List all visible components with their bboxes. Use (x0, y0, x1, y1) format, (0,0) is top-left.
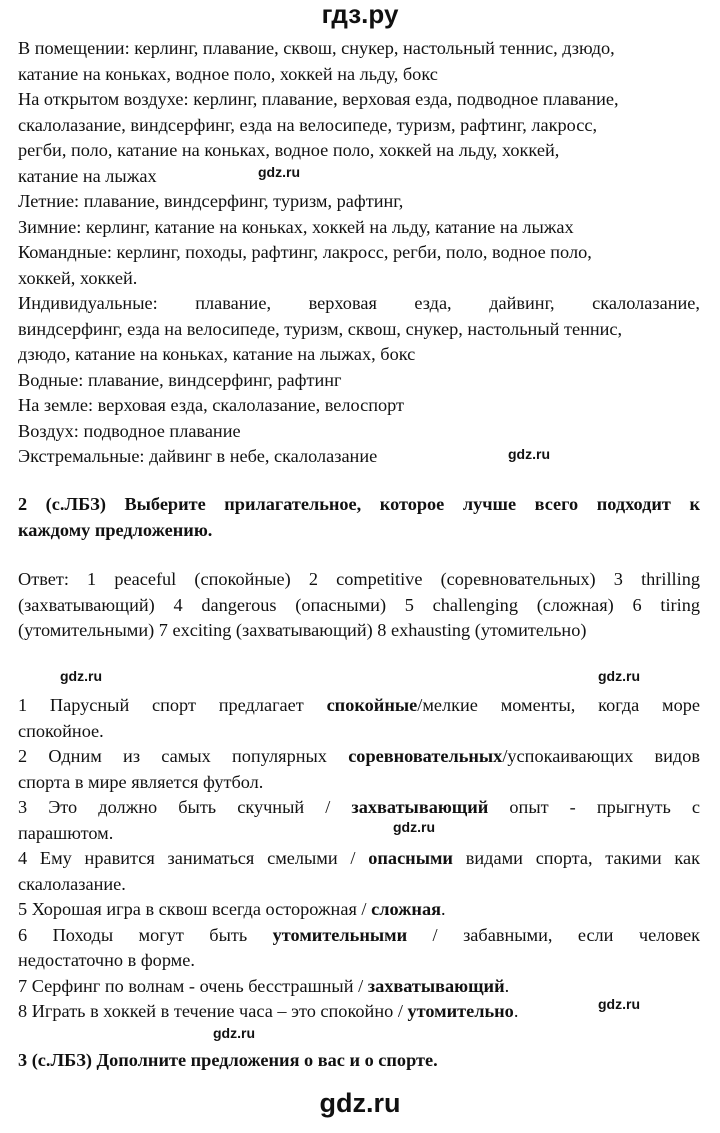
category-winter: Зимние: керлинг, катание на коньках, хоккей на льду, катание на лыжах (18, 216, 574, 237)
watermark: gdz.ru (258, 164, 300, 180)
watermark: gdz.ru (598, 668, 640, 684)
sentence-3-cont: парашютом. (18, 822, 114, 843)
category-air: Воздух: подводное плавание (18, 420, 241, 441)
exercise2-heading (18, 492, 700, 543)
category-outdoor-cont: катание на лыжах (18, 165, 157, 186)
answer-word: захватывающий (351, 797, 489, 817)
exercise2-sentences (18, 693, 700, 1025)
answer-line: (утомительными) 7 exciting (захватывающий) 8 exhausting (утомительно) (18, 620, 587, 640)
category-outdoor: На открытом воздухе: керлинг, плавание, верховая езда, подводное плавание, (18, 89, 619, 109)
sentence-6: 6 Походы могут быть утомительными / забавными, если человек (18, 924, 700, 945)
category-outdoor-cont: скалолазание, виндсерфинг, езда на велосипеде, туризм, рафтинг, лакросс, (18, 114, 598, 135)
watermark: gdz.ru (508, 446, 550, 462)
category-water: Водные: плавание, виндсерфинг, рафтинг (18, 369, 342, 390)
watermark: gdz.ru (598, 996, 640, 1012)
sentence-5: 5 Хорошая игра в сквош всегда осторожная / сложная. (18, 899, 446, 919)
site-footer[interactable]: gdz.ru (319, 1088, 401, 1118)
category-extreme: Экстремальные: дайвинг в небе, скалолазание (18, 446, 378, 466)
category-individual: Индивидуальные: плавание, верховая езда, дайвинг, скалолазание, (18, 293, 700, 313)
exercise2-heading-line: 2 (с.ЛБЗ) Выберите прилагательное, которое лучше всего подходит к (18, 494, 700, 514)
sentence-4-cont: скалолазание. (18, 873, 126, 894)
category-summer: Летние: плавание, виндсерфинг, туризм, рафтинг, (18, 191, 404, 211)
exercise2-heading-line: каждому предложению. (18, 519, 213, 540)
sentence-3: 3 Это должно быть скучный / захватывающий опыт - прыгнуть с (18, 797, 701, 817)
answer-word: утомительно (407, 1001, 514, 1021)
category-team-cont: хоккей, хоккей. (18, 267, 138, 288)
exercise2-answer (18, 567, 700, 644)
sentence-2: 2 Одним из самых популярных соревновательных/успокаивающих видов (18, 746, 700, 766)
sentence-8: 8 Играть в хоккей в течение часа – это спокойно / утомительно. (18, 1001, 519, 1021)
answer-word: сложная (371, 899, 441, 919)
category-indoor: В помещении: керлинг, плавание, сквош, снукер, настольный теннис, дзюдо, (18, 38, 615, 58)
answer-word: опасными (368, 848, 453, 868)
category-individual-cont: дзюдо, катание на коньках, катание на лыжах, бокс (18, 344, 416, 364)
sentence-4: 4 Ему нравится заниматься смелыми / опасными видами спорта, такими как (18, 848, 700, 868)
answer-word: соревновательных (348, 746, 503, 766)
category-team: Командные: керлинг, походы, рафтинг, лакросс, регби, поло, водное поло, (18, 242, 592, 262)
category-individual-cont: виндсерфинг, езда на велосипеде, туризм, сквош, снукер, настольный теннис, (18, 318, 623, 339)
exercise3-heading-line: 3 (с.ЛБЗ) Дополните предложения о вас и о спорте. (18, 1050, 438, 1070)
watermark: gdz.ru (393, 819, 435, 835)
category-land: На земле: верховая езда, скалолазание, велоспорт (18, 395, 405, 415)
exercise3-heading (18, 1048, 700, 1074)
answer-word: захватывающий (367, 975, 505, 996)
watermark: gdz.ru (213, 1025, 255, 1041)
watermark: gdz.ru (60, 668, 102, 684)
category-indoor-cont: катание на коньках, водное поло, хоккей на льду, бокс (18, 63, 438, 84)
sentence-2-cont: спорта в мире является футбол. (18, 771, 264, 792)
answer-word: утомительными (272, 924, 408, 945)
categories-block (18, 36, 700, 470)
sentence-7: 7 Серфинг по волнам - очень бесстрашный / захватывающий. (18, 975, 510, 996)
sentence-1-cont: спокойное. (18, 720, 104, 741)
sentence-1: 1 Парусный спорт предлагает спокойные/мелкие моменты, когда море (18, 695, 700, 715)
answer-line: (захватывающий) 4 dangerous (опасными) 5 challenging (сложная) 6 tiring (18, 594, 700, 615)
sentence-6-cont: недостаточно в форме. (18, 950, 195, 970)
answer-line: Ответ: 1 peaceful (спокойные) 2 competitive (соревновательных) 3 thrilling (18, 569, 700, 589)
answer-word: спокойные (326, 695, 418, 715)
category-outdoor-cont: регби, поло, катание на коньках, водное поло, хоккей на льду, хоккей, (18, 140, 560, 160)
site-header[interactable]: гдз.ру (321, 0, 399, 29)
